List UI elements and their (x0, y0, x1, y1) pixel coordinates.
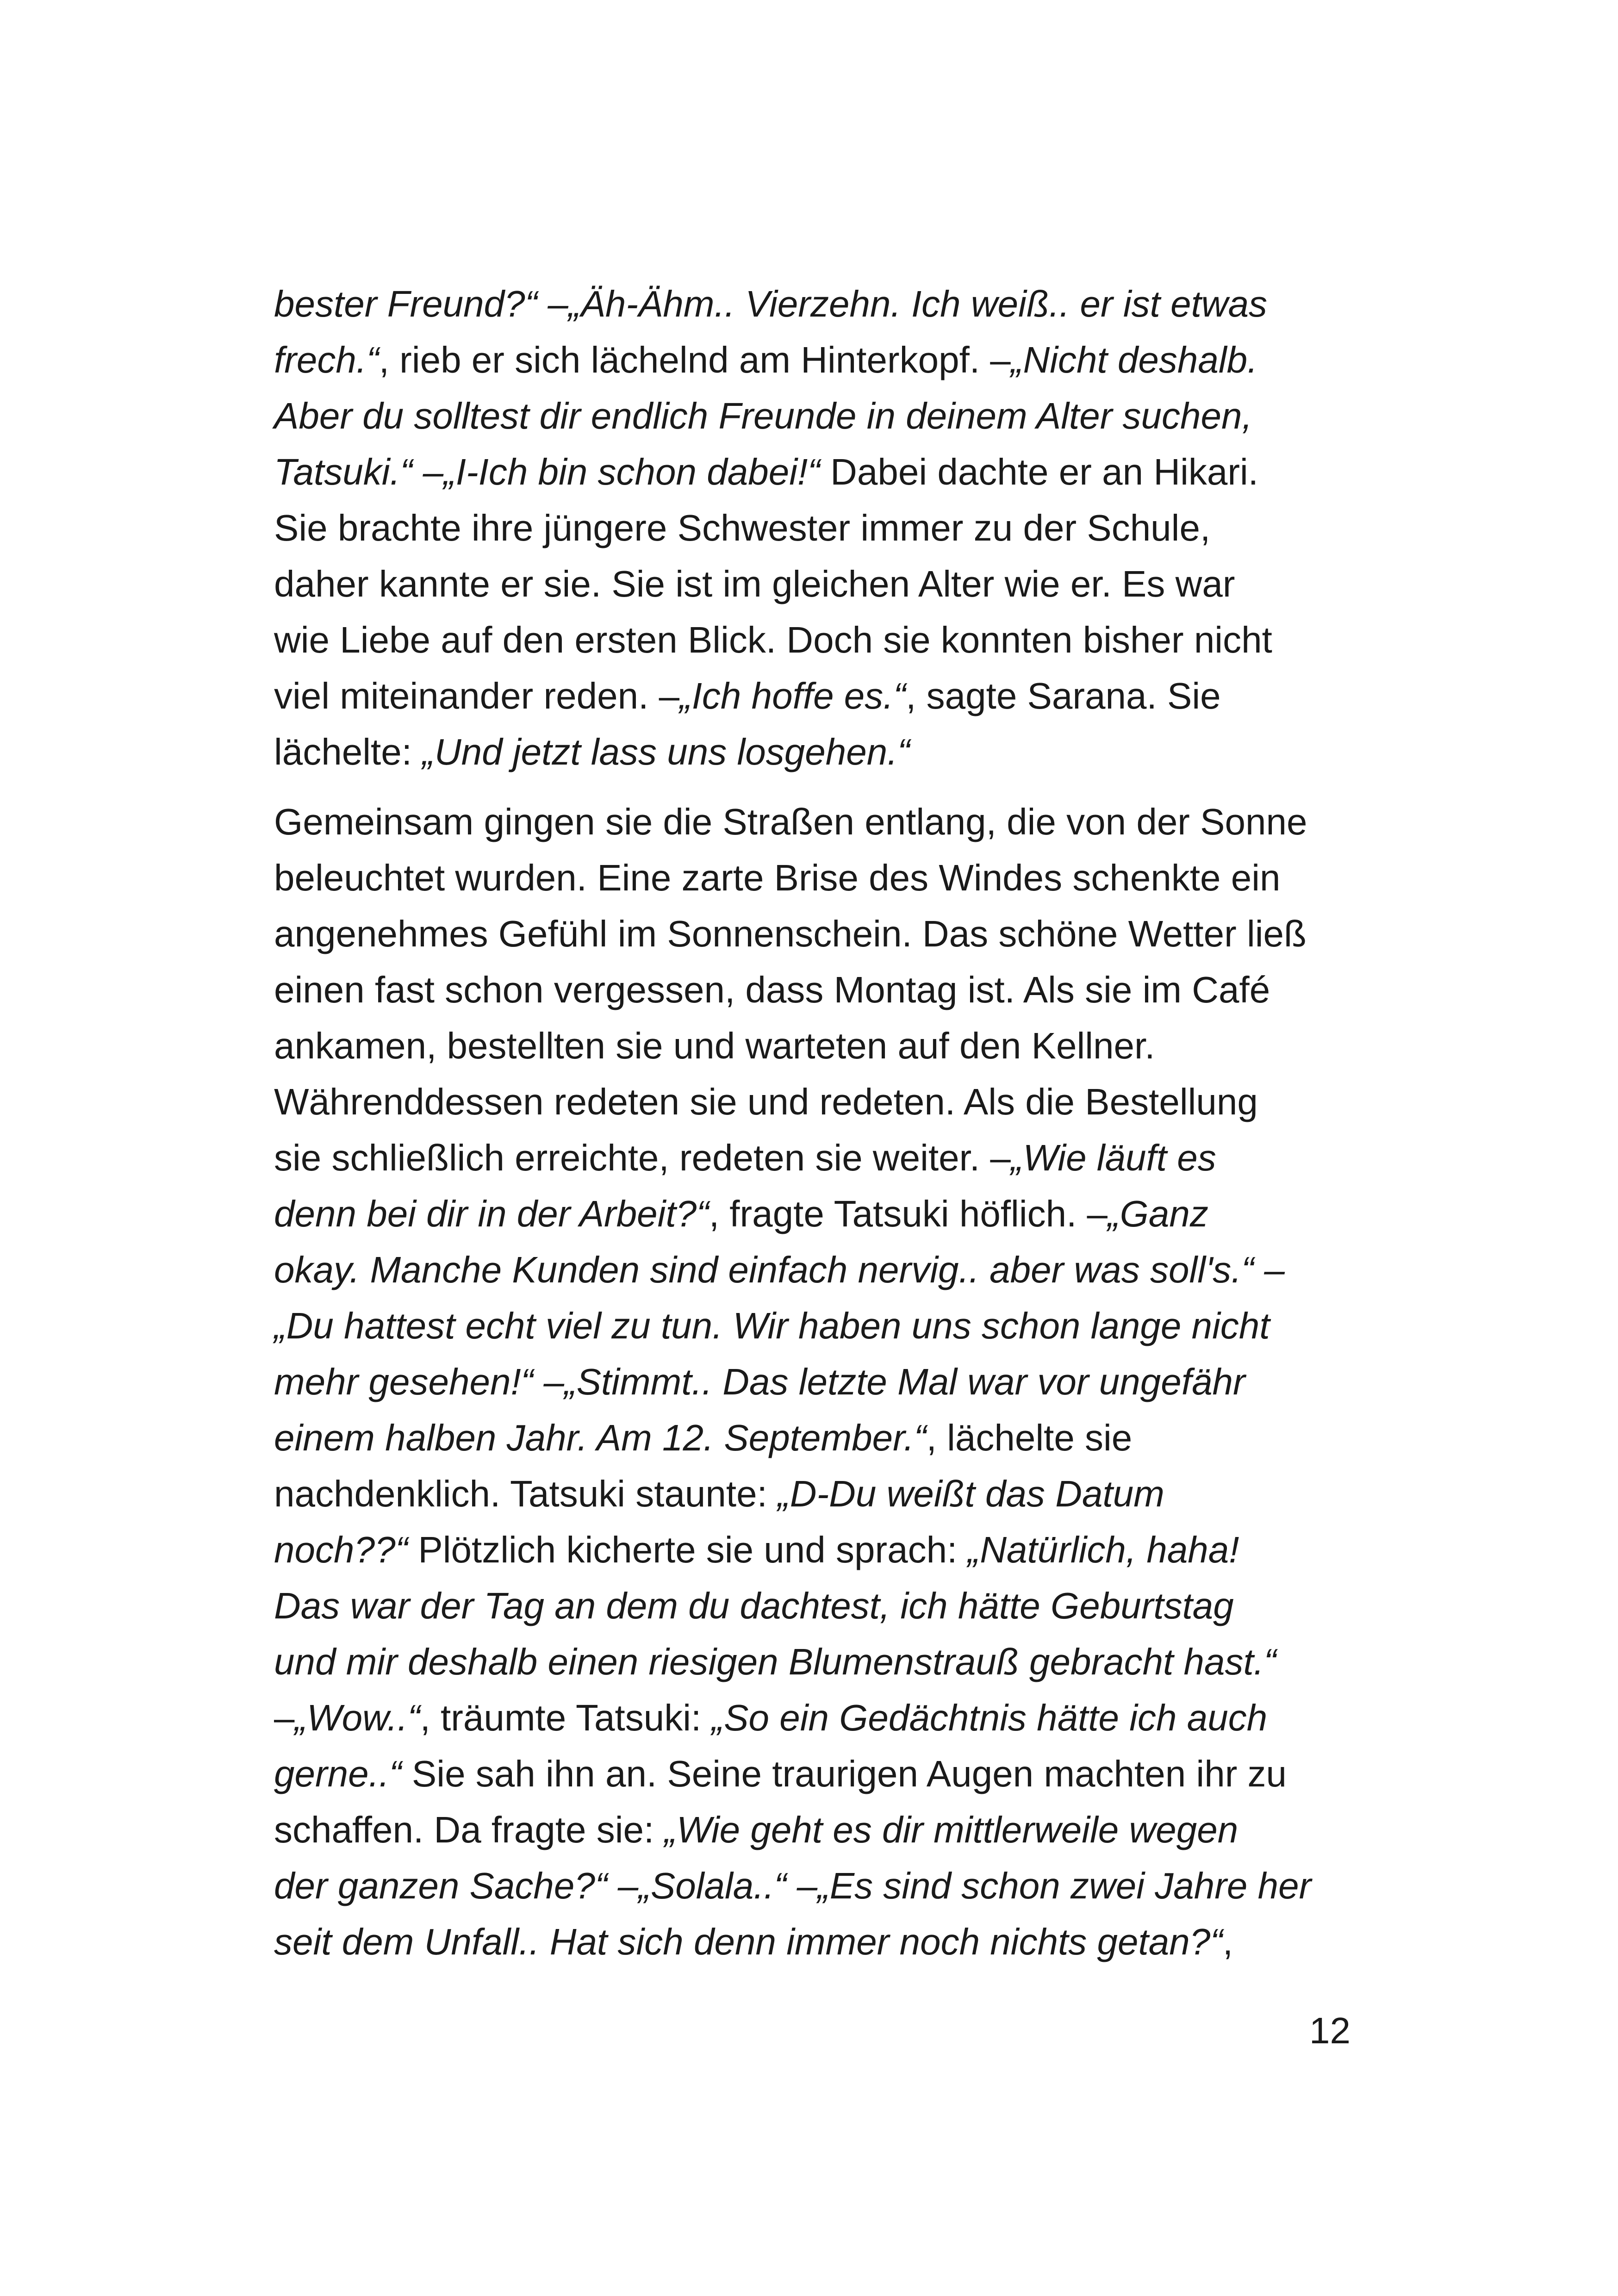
text-line (274, 444, 1352, 500)
page-number: 12 (1309, 2010, 1350, 2051)
text-line (274, 276, 1352, 332)
text-line (274, 1802, 1352, 1858)
narration-text: einen fast schon vergessen, dass Montag ist. Als sie im Café (274, 969, 1270, 1010)
narration-text: beleuchtet wurden. Eine zarte Brise des Windes schenkte ein (274, 857, 1281, 898)
paragraph (274, 794, 1352, 1970)
text-line (274, 1186, 1352, 1242)
text-line (274, 500, 1352, 556)
dialogue-italic: noch??“ (274, 1529, 408, 1570)
narration-text: angenehmes Gefühl im Sonnenschein. Das schöne Wetter ließ (274, 913, 1307, 954)
text-line (274, 1410, 1352, 1466)
narration-text: , (1222, 1921, 1233, 1962)
narration-text: lächelte: (274, 731, 423, 772)
dialogue-italic: der ganzen Sache?“ –„Solala..“ –„Es sind schon zwei Jahre her (274, 1865, 1312, 1906)
text-line (274, 388, 1352, 444)
text-line (274, 962, 1352, 1018)
text-line (274, 1298, 1352, 1354)
paragraph (274, 276, 1352, 780)
text-line (274, 906, 1352, 962)
text-line (274, 724, 1352, 780)
text-line (274, 1354, 1352, 1410)
dialogue-italic: „Nicht deshalb. (1010, 339, 1258, 380)
text-line (274, 1522, 1352, 1578)
dialogue-italic: „Wie läuft es (1010, 1137, 1216, 1178)
text-line (274, 1690, 1352, 1746)
text-line (274, 1074, 1352, 1130)
dialogue-italic: „Und jetzt lass uns losgehen.“ (422, 731, 910, 772)
text-line (274, 1914, 1352, 1970)
narration-text: Währenddessen redeten sie und redeten. Als die Bestellung (274, 1081, 1258, 1122)
dialogue-italic: „Du hattest echt viel zu tun. Wir haben uns schon lange nicht (274, 1305, 1270, 1346)
narration-text: Gemeinsam gingen sie die Straßen entlang, die von der Sonne (274, 801, 1307, 842)
narration-text: – (274, 1697, 295, 1738)
text-line (274, 612, 1352, 668)
text-line (274, 1242, 1352, 1298)
dialogue-italic: gerne..“ (274, 1753, 402, 1794)
narration-text: nachdenklich. Tatsuki staunte: (274, 1473, 778, 1514)
text-line (274, 1018, 1352, 1074)
text-line (274, 794, 1352, 850)
dialogue-italic: Aber du solltest dir endlich Freunde in deinem Alter suchen, (274, 395, 1252, 436)
text-line (274, 1746, 1352, 1802)
narration-text: viel miteinander reden. – (274, 675, 680, 716)
text-line (274, 668, 1352, 724)
narration-text: , rieb er sich lächelnd am Hinterkopf. – (379, 339, 1011, 380)
text-line (274, 556, 1352, 612)
narration-text: Sie sah ihn an. Seine traurigen Augen machten ihr zu (401, 1753, 1287, 1794)
narration-text: Plötzlich kicherte sie und sprach: (408, 1529, 968, 1570)
text-line (274, 1858, 1352, 1914)
narration-text: , träumte Tatsuki: (420, 1697, 712, 1738)
narration-text: , fragte Tatsuki höflich. – (709, 1193, 1108, 1234)
dialogue-italic: „Wow..“ (294, 1697, 420, 1738)
text-line (274, 1634, 1352, 1690)
narration-text: wie Liebe auf den ersten Blick. Doch sie konnten bisher nicht (274, 619, 1272, 660)
narration-text: schaffen. Da fragte sie: (274, 1809, 665, 1850)
dialogue-italic: „Natürlich, haha! (967, 1529, 1239, 1570)
dialogue-italic: Tatsuki.“ –„I-Ich bin schon dabei!“ (274, 451, 820, 492)
narration-text: daher kannte er sie. Sie ist im gleichen Alter wie er. Es war (274, 563, 1235, 604)
dialogue-italic: „D-Du weißt das Datum (778, 1473, 1164, 1514)
dialogue-italic: seit dem Unfall.. Hat sich denn immer noch nichts getan?“ (274, 1921, 1223, 1962)
dialogue-italic: „Ich hoffe es.“ (679, 675, 906, 716)
narration-text: Dabei dachte er an Hikari. (820, 451, 1258, 492)
narration-text: , lächelte sie (926, 1417, 1133, 1458)
text-line (274, 332, 1352, 388)
text-line (274, 1130, 1352, 1186)
dialogue-italic: denn bei dir in der Arbeit?“ (274, 1193, 709, 1234)
text-line (274, 850, 1352, 906)
body-text (274, 276, 1352, 1970)
text-line (274, 1466, 1352, 1522)
dialogue-italic: „Ganz (1108, 1193, 1208, 1234)
dialogue-italic: einem halben Jahr. Am 12. September.“ (274, 1417, 927, 1458)
dialogue-italic: frech.“ (274, 339, 379, 380)
narration-text: ankamen, bestellten sie und warteten auf den Kellner. (274, 1025, 1155, 1066)
dialogue-italic: „So ein Gedächtnis hätte ich auch (711, 1697, 1268, 1738)
dialogue-italic: Das war der Tag an dem du dachtest, ich hätte Geburtstag (274, 1585, 1234, 1626)
dialogue-italic: „Wie geht es dir mittlerweile wegen (664, 1809, 1238, 1850)
narration-text: Sie brachte ihre jüngere Schwester immer zu der Schule, (274, 507, 1211, 548)
narration-text: , sagte Sarana. Sie (906, 675, 1221, 716)
dialogue-italic: bester Freund?“ –„Äh-Ähm.. Vierzehn. Ich weiß.. er ist etwas (274, 283, 1268, 324)
dialogue-italic: mehr gesehen!“ –„Stimmt.. Das letzte Mal war vor ungefähr (274, 1361, 1245, 1402)
text-line (274, 1578, 1352, 1634)
narration-text: sie schließlich erreichte, redeten sie weiter. – (274, 1137, 1011, 1178)
dialogue-italic: und mir deshalb einen riesigen Blumenstrauß gebracht hast.“ (274, 1641, 1276, 1682)
dialogue-italic: okay. Manche Kunden sind einfach nervig.. aber was soll's.“ – (274, 1249, 1285, 1290)
